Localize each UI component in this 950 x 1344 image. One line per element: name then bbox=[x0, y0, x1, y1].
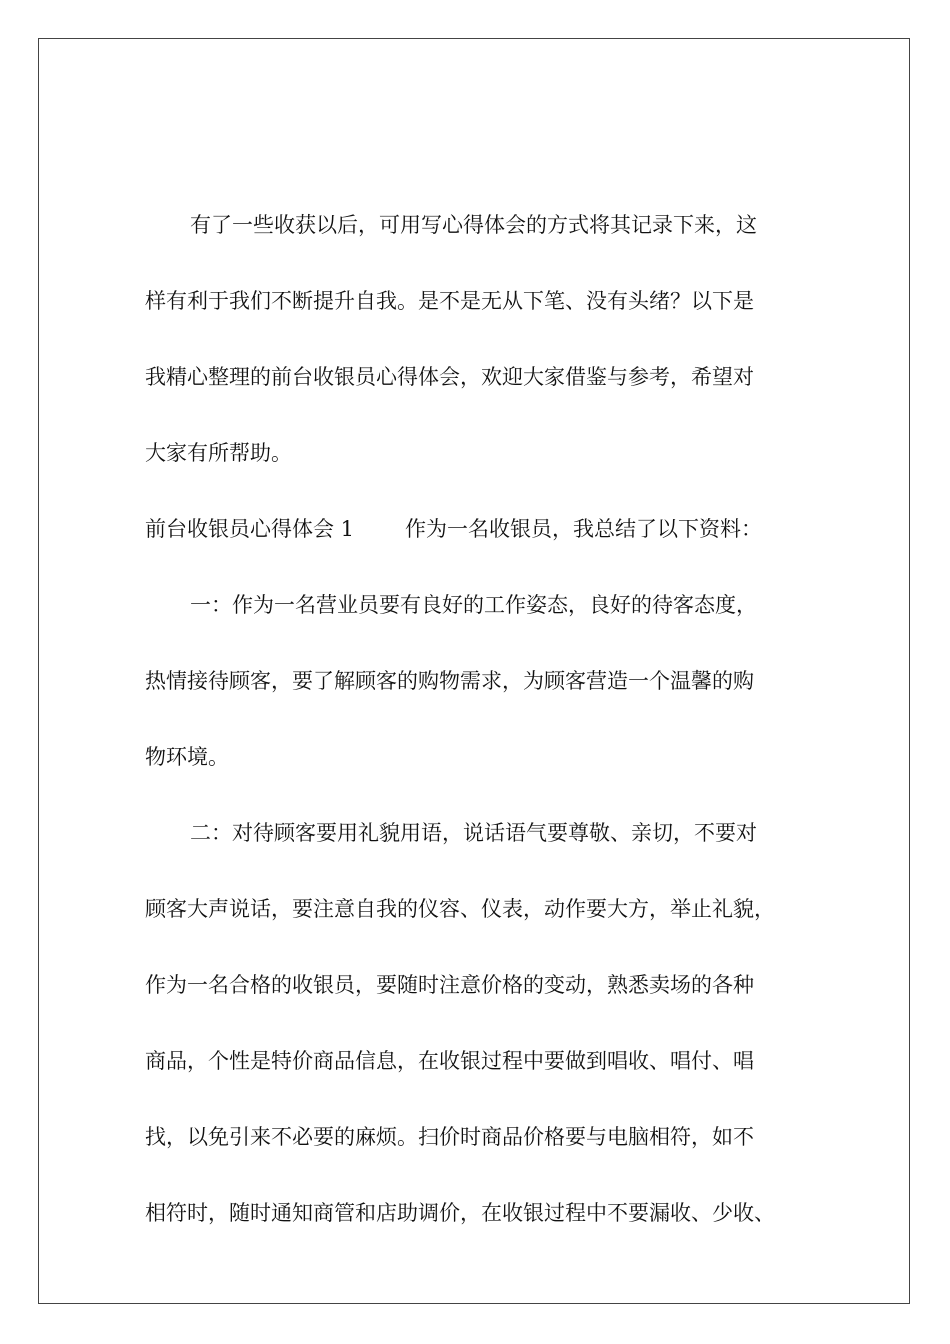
intro-line-2: 样有利于我们不断提升自我。是不是无从下笔、没有头绪？以下是 bbox=[145, 289, 754, 313]
intro-line-4: 大家有所帮助。 bbox=[145, 441, 292, 465]
point1-line-1: 一：作为一名营业员要有良好的工作姿态，良好的待客态度， bbox=[190, 593, 757, 617]
point1-line-2: 热情接待顾客，要了解顾客的购物需求，为顾客营造一个温馨的购 bbox=[145, 669, 754, 693]
point2-line-2: 顾客大声说话，要注意自我的仪容、仪表，动作要大方，举止礼貌， bbox=[145, 897, 775, 921]
intro-line-1: 有了一些收获以后，可用写心得体会的方式将其记录下来，这 bbox=[190, 213, 757, 237]
point2-line-3: 作为一名合格的收银员，要随时注意价格的变动，熟悉卖场的各种 bbox=[145, 973, 754, 997]
point2-line-1: 二：对待顾客要用礼貌用语，说话语气要尊敬、亲切，不要对 bbox=[190, 821, 757, 845]
section-heading-title: 前台收银员心得体会 1 bbox=[145, 517, 355, 541]
point2-line-5: 找，以免引来不必要的麻烦。扫价时商品价格要与电脑相符，如不 bbox=[145, 1125, 754, 1149]
section-heading-text: 作为一名收银员，我总结了以下资料： bbox=[405, 517, 762, 541]
point1-line-3: 物环境。 bbox=[145, 745, 229, 769]
point2-line-4: 商品，个性是特价商品信息，在收银过程中要做到唱收、唱付、唱 bbox=[145, 1049, 754, 1073]
intro-line-3: 我精心整理的前台收银员心得体会，欢迎大家借鉴与参考，希望对 bbox=[145, 365, 754, 389]
point2-line-6: 相符时，随时通知商管和店助调价，在收银过程中不要漏收、少收、 bbox=[145, 1201, 775, 1225]
